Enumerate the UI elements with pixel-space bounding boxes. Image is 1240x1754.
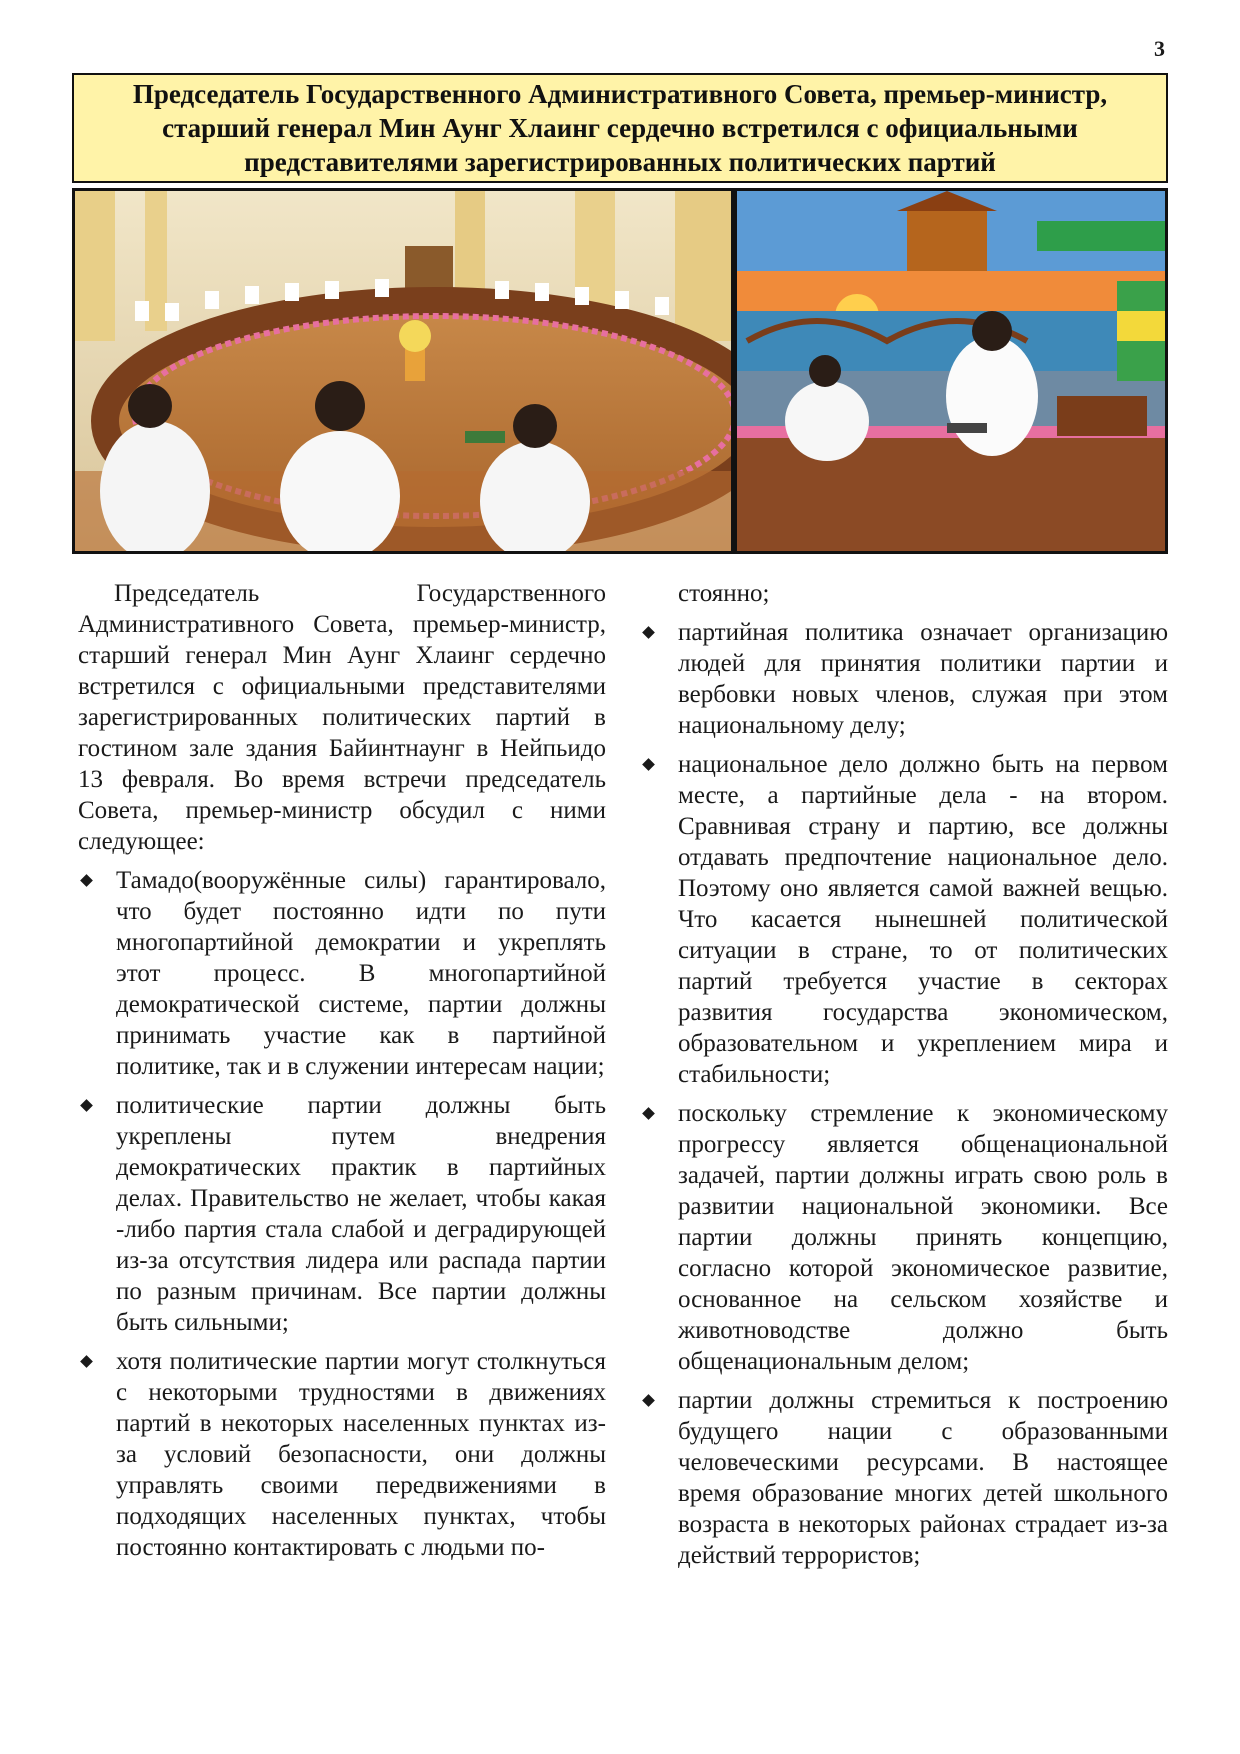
- headline: Председатель Государственного Административного Совета, премьер-министр, старший генерал Мин Аунг Хлаинг сердечно встретился с официальными представителями зарегистрированных политических партий: [132, 79, 1108, 177]
- list-item-text: партийная политика означает организацию людей для принятия политики партии и вербовки новых членов, служая при этом национальному делу;: [678, 619, 1168, 739]
- chairman-speaking-photo: [737, 191, 1165, 551]
- photo-frame: [72, 188, 1168, 554]
- meeting-hall-photo: [75, 191, 731, 551]
- continuation-text: стоянно;: [678, 580, 770, 607]
- list-item-text: партии должны стремиться к построению будущего нации с образованными человеческими ресурсами. В настоящее время образование многих детей школьного возраста в некоторых районах страдает из-за действий террористов;: [678, 1387, 1168, 1569]
- list-item: [640, 617, 1168, 741]
- headline-box: [72, 73, 1168, 183]
- list-item-text: хотя политические партии могут столкнуться с некоторыми трудностями в движениях партий в некоторых населенных пунктах из-за условий безопасности, они должны управлять своими передвижениями в подходящих населенных пунктах, чтобы постоянно контактировать с людьми по-: [116, 1348, 606, 1561]
- diamond-bullet-icon: [642, 1107, 655, 1120]
- diamond-bullet-icon: [80, 874, 93, 887]
- list-item: [640, 1385, 1168, 1571]
- diamond-bullet-icon: [642, 1394, 655, 1407]
- article-intro: Председатель Государственного Административного Совета, премьер-министр, старший генерал Мин Аунг Хлаинг сердечно встретился с официальными представителями зарегистрированных политических партий в гостином зале здания Байинтнаунг в Нейпьидо 13 февраля. Во время встречи председатель Совета, премьер-министр обсудил с ними следующее:: [78, 580, 606, 855]
- diamond-bullet-icon: [642, 626, 655, 639]
- list-item: [78, 1090, 606, 1338]
- diamond-bullet-icon: [642, 758, 655, 771]
- list-item: [640, 749, 1168, 1090]
- list-item: [78, 865, 606, 1082]
- list-item-text: национальное дело должно быть на первом месте, а партийные дела - на втором. Сравнивая страну и партию, все должны отдавать предпочтение национальное дело. Поэтому оно является самой важней вещью. Что касается нынешней политической ситуации в стране, то от политических партий требуется участие в секторах развития государства экономическом, образовательном и укреплением мира и стабильности;: [678, 751, 1168, 1088]
- list-item-text: поскольку стремление к экономическому прогрессу является общенациональной задачей, партии должны играть свою роль в развитии национальной экономики. Все партии должны принять концепцию, согласно которой экономическое развитие, основанное на сельском хозяйстве и животноводстве должно быть общенациональным делом;: [678, 1100, 1168, 1375]
- list-item-text: политические партии должны быть укреплены путем внедрения демократических практик в партийных делах. Правительство не желает, чтобы какая -либо партия стала слабой и деградирующей из-за отсутствия лидера или распада партии по разным причинам. Все партии должны быть сильными;: [116, 1092, 606, 1336]
- diamond-bullet-icon: [80, 1355, 93, 1368]
- right-bullet-list: [640, 617, 1168, 1571]
- article-right-column: [640, 578, 1168, 1579]
- list-item: [640, 1098, 1168, 1377]
- diamond-bullet-icon: [80, 1099, 93, 1112]
- article-left-column: [78, 578, 606, 1571]
- list-item-text: Тамадо(вооружённые силы) гарантировало, что будет постоянно идти по пути многопартийной демократии и укреплять этот процесс. В многопартийной демократической системе, партии должны принимать участие как в партийной политике, так и в служении интересам нации;: [116, 867, 606, 1080]
- list-item: [78, 1346, 606, 1563]
- left-bullet-list: [78, 865, 606, 1563]
- page-number: 3: [1154, 36, 1165, 61]
